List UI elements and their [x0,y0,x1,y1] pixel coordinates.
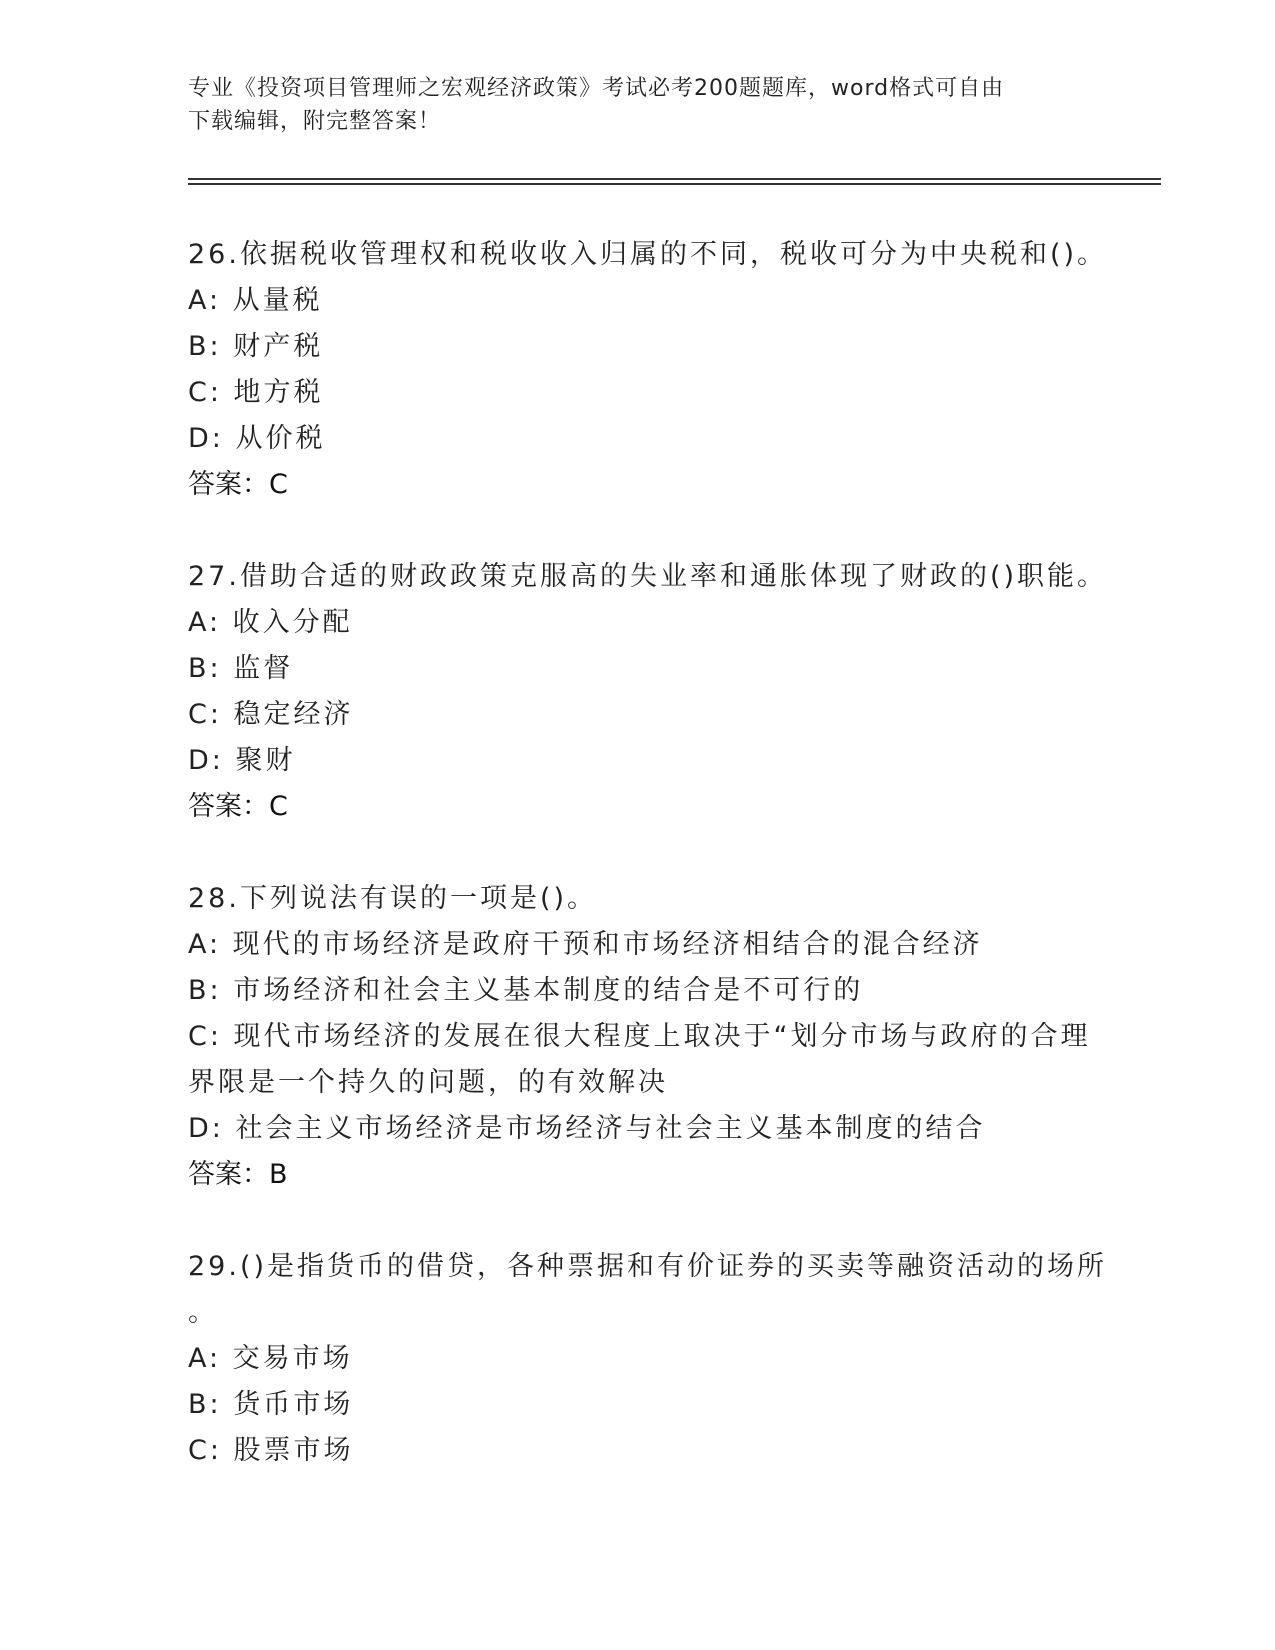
option-c: C: 稳定经济 [188,699,354,730]
question-stem: 27.借助合适的财政政策克服高的失业率和通胀体现了财政的()职能。 [188,561,1108,592]
option-c: C: 现代市场经济的发展在很大程度上取决于“划分市场与政府的合理 [188,1021,1091,1052]
question-stem: 26.依据税收管理权和税收收入归属的不同，税收可分为中央税和()。 [188,239,1108,270]
question-28 [188,876,1091,1198]
option-c: C: 股票市场 [188,1435,354,1466]
option-a: A: 交易市场 [188,1343,353,1374]
question-stem: 28.下列说法有误的一项是()。 [188,883,598,914]
question-29 [188,1244,1108,1474]
answer: 答案：B [188,1159,288,1190]
option-a: A: 收入分配 [188,607,353,638]
option-d: D: 社会主义市场经济是市场经济与社会主义基本制度的结合 [188,1113,986,1144]
question-26 [188,232,1108,508]
answer: 答案：C [188,791,288,822]
option-b: B: 监督 [188,653,294,684]
option-c: C: 地方税 [188,377,324,408]
option-d: D: 聚财 [188,745,296,776]
answer: 答案：C [188,469,288,500]
header-divider-top [188,178,1161,180]
option-d: D: 从价税 [188,423,326,454]
question-stem-continued: 。 [188,1297,218,1328]
option-b: B: 市场经济和社会主义基本制度的结合是不可行的 [188,975,864,1006]
header-line-2: 下载编辑，附完整答案！ [188,109,442,134]
header-divider-bottom [188,183,1161,185]
option-b: B: 货币市场 [188,1389,354,1420]
option-c-continued: 界限是一个持久的问题，的有效解决 [188,1067,668,1098]
option-a: A: 从量税 [188,285,323,316]
question-stem: 29.()是指货币的借贷，各种票据和有价证券的买卖等融资活动的场所 [188,1251,1108,1282]
question-27 [188,554,1108,830]
option-a: A: 现代的市场经济是政府干预和市场经济相结合的混合经济 [188,929,983,960]
header-line-1: 专业《投资项目管理师之宏观经济政策》考试必考200题题库，word格式可自由 [188,76,1005,101]
document-header [188,72,1088,138]
option-b: B: 财产税 [188,331,324,362]
